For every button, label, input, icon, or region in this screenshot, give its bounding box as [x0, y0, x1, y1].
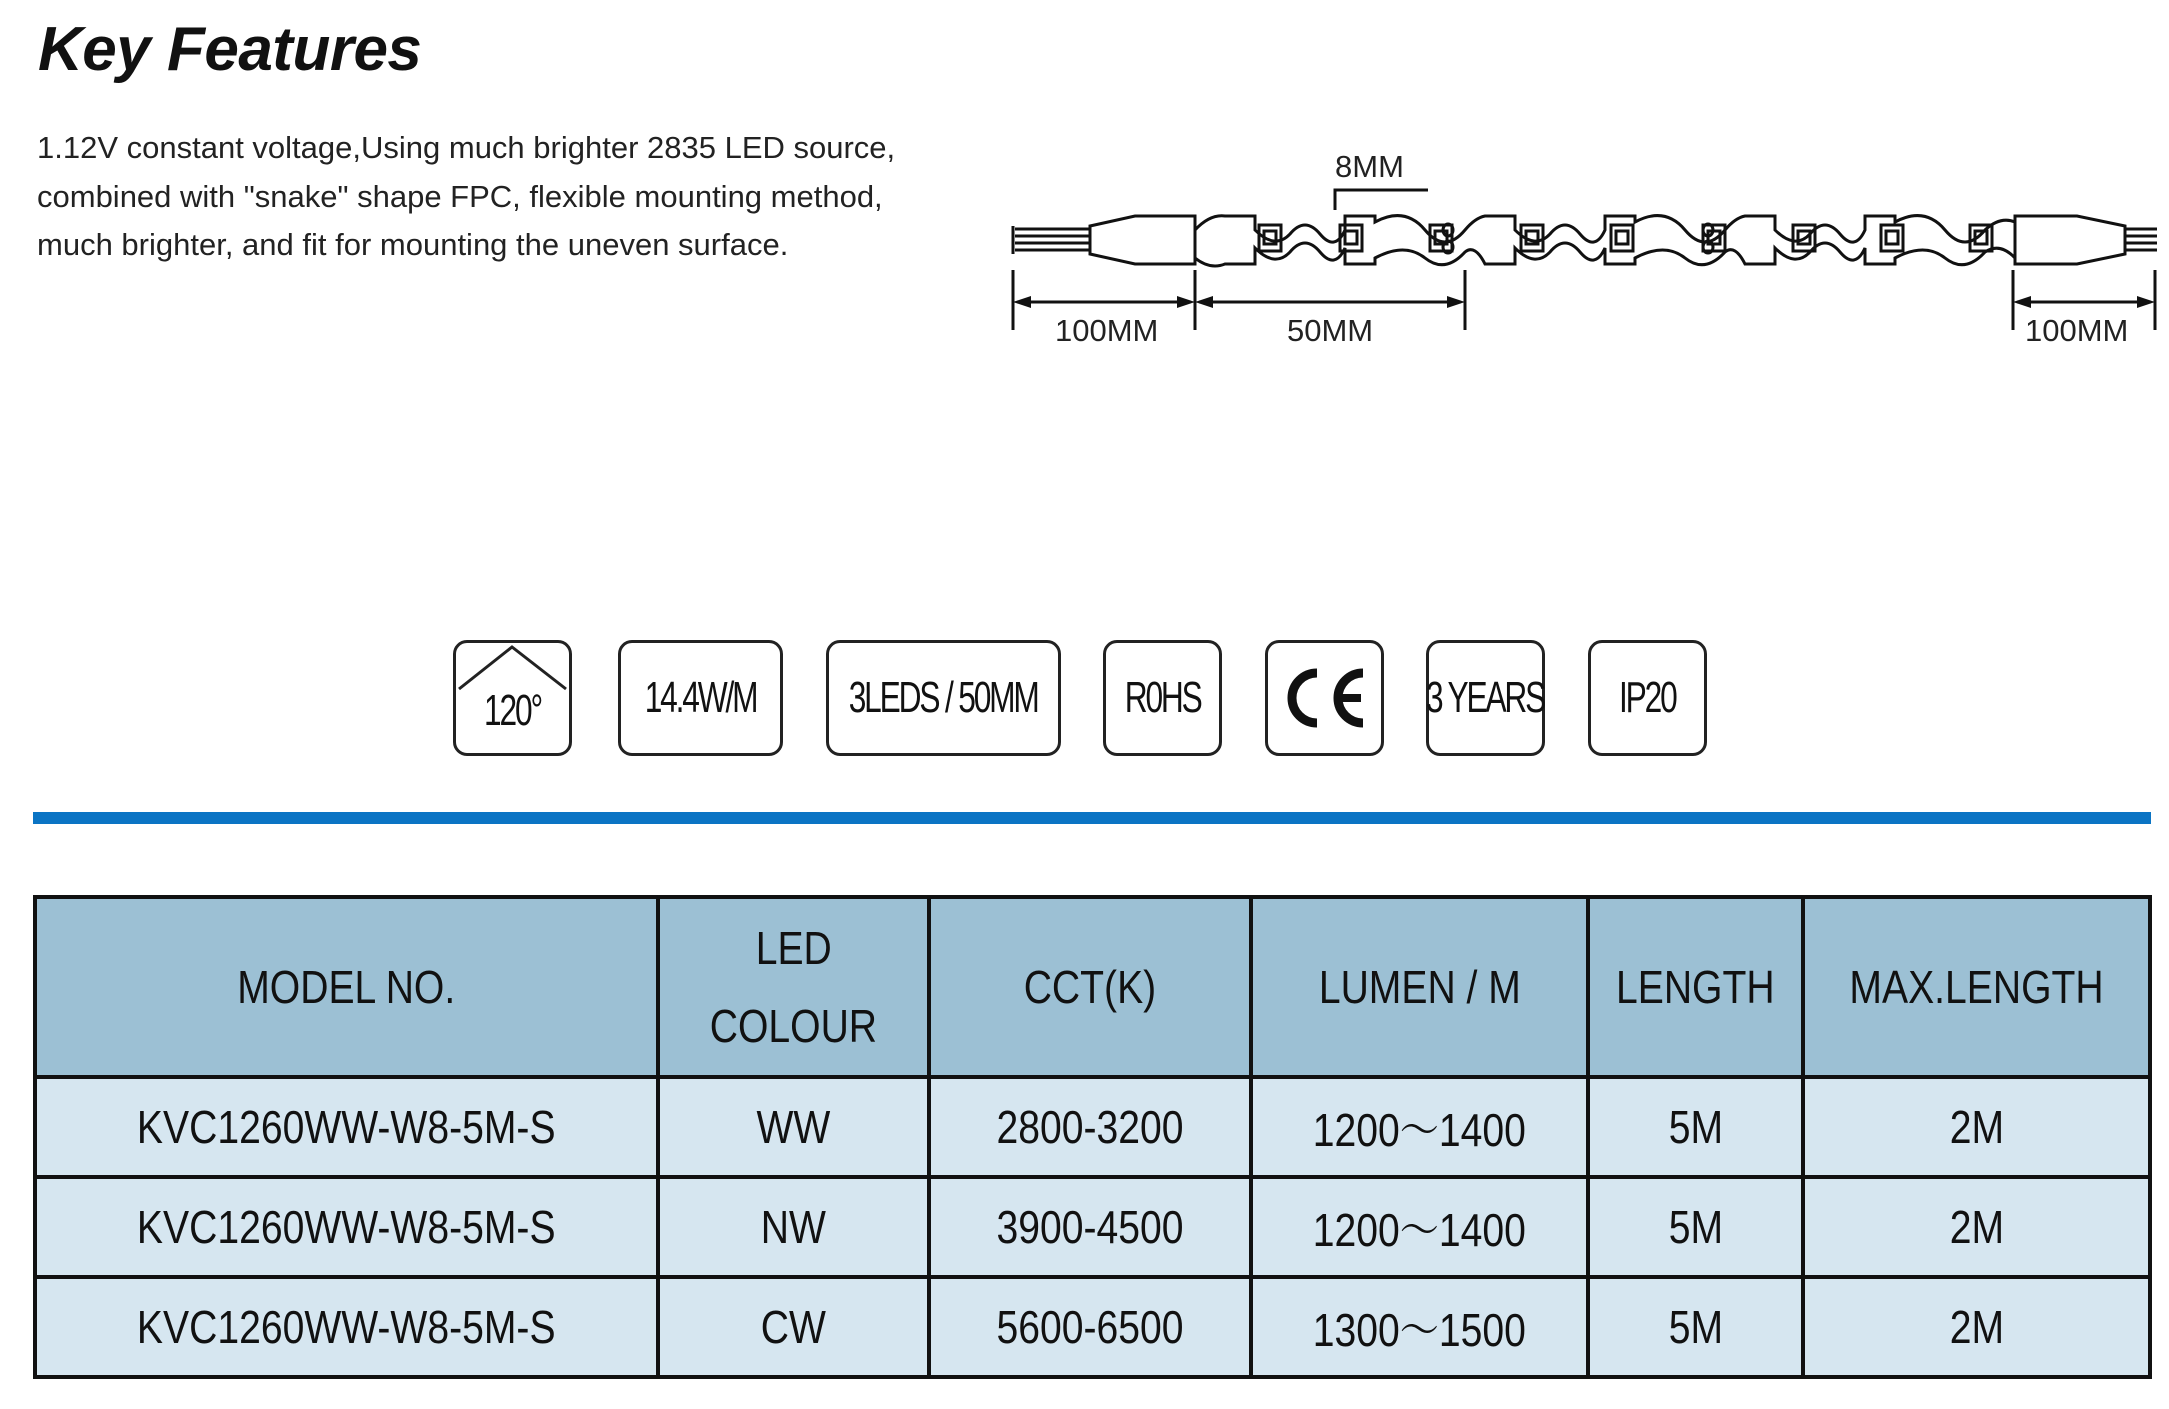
cell-length: 5M [1588, 1177, 1803, 1277]
power-badge [618, 640, 783, 756]
header-length: LENGTH [1588, 897, 1803, 1077]
spec-table [33, 895, 2152, 1379]
cell-max-length: 2M [1803, 1177, 2150, 1277]
rohs-badge [1103, 640, 1222, 756]
cell-model: KVC1260WW-W8-5M-S [35, 1177, 658, 1277]
page-title: Key Features [38, 15, 422, 84]
feature-description: 1.12V constant voltage,Using much brighter 2835 LED source, combined with "snake" shape FPC, flexible mounting method, much brighter, and fit for mounting the uneven surface. [37, 130, 896, 262]
cell-model: KVC1260WW-W8-5M-S [35, 1277, 658, 1377]
cell-lumen: 1300～1500 [1251, 1277, 1588, 1377]
header-cct: CCT(K) [929, 897, 1251, 1077]
header-led-colour: LED COLOUR [658, 897, 929, 1077]
cell-model: KVC1260WW-W8-5M-S [35, 1077, 658, 1177]
cell-colour: NW [658, 1177, 929, 1277]
led-density-badge [826, 640, 1061, 756]
header-model: MODEL NO. [35, 897, 658, 1077]
header-lumen: LUMEN / M [1251, 897, 1588, 1077]
cell-length: 5M [1588, 1077, 1803, 1177]
ip-rating-text: IP20 [1619, 673, 1676, 722]
cell-max-length: 2M [1803, 1077, 2150, 1177]
cell-cct: 2800-3200 [929, 1077, 1251, 1177]
segment-label: 50MM [1287, 313, 1374, 348]
power-text: 14.4W/M [644, 673, 757, 722]
strip-dimension-diagram [1005, 130, 2165, 360]
cell-lumen: 1200～1400 [1251, 1177, 1588, 1277]
cell-lumen: 1200～1400 [1251, 1077, 1588, 1177]
cell-length: 5M [1588, 1277, 1803, 1377]
ce-badge [1265, 640, 1384, 756]
left-lead-label: 100MM [1055, 313, 1159, 348]
table-header-row [35, 897, 2150, 1077]
rohs-text: R0HS [1124, 673, 1201, 722]
cell-colour: CW [658, 1277, 929, 1377]
table-row [35, 1077, 2150, 1177]
led-spacing-label: 8MM [1335, 149, 1404, 184]
cell-cct: 3900-4500 [929, 1177, 1251, 1277]
ce-mark-icon [1277, 663, 1373, 733]
ip-rating-badge [1588, 640, 1707, 756]
beam-angle-text: 120° [484, 686, 541, 735]
warranty-text: 3 YEARS [1426, 673, 1545, 722]
table-row [35, 1277, 2150, 1377]
warranty-badge [1426, 640, 1545, 756]
cell-colour: WW [658, 1077, 929, 1177]
table-row [35, 1177, 2150, 1277]
cell-cct: 5600-6500 [929, 1277, 1251, 1377]
right-lead-label: 100MM [2025, 313, 2129, 348]
cell-max-length: 2M [1803, 1277, 2150, 1377]
feature-badges [453, 640, 1707, 760]
beam-angle-badge [453, 640, 572, 756]
led-density-text: 3LEDS / 50MM [849, 673, 1038, 722]
section-divider [33, 812, 2151, 824]
header-max-length: MAX.LENGTH [1803, 897, 2150, 1077]
